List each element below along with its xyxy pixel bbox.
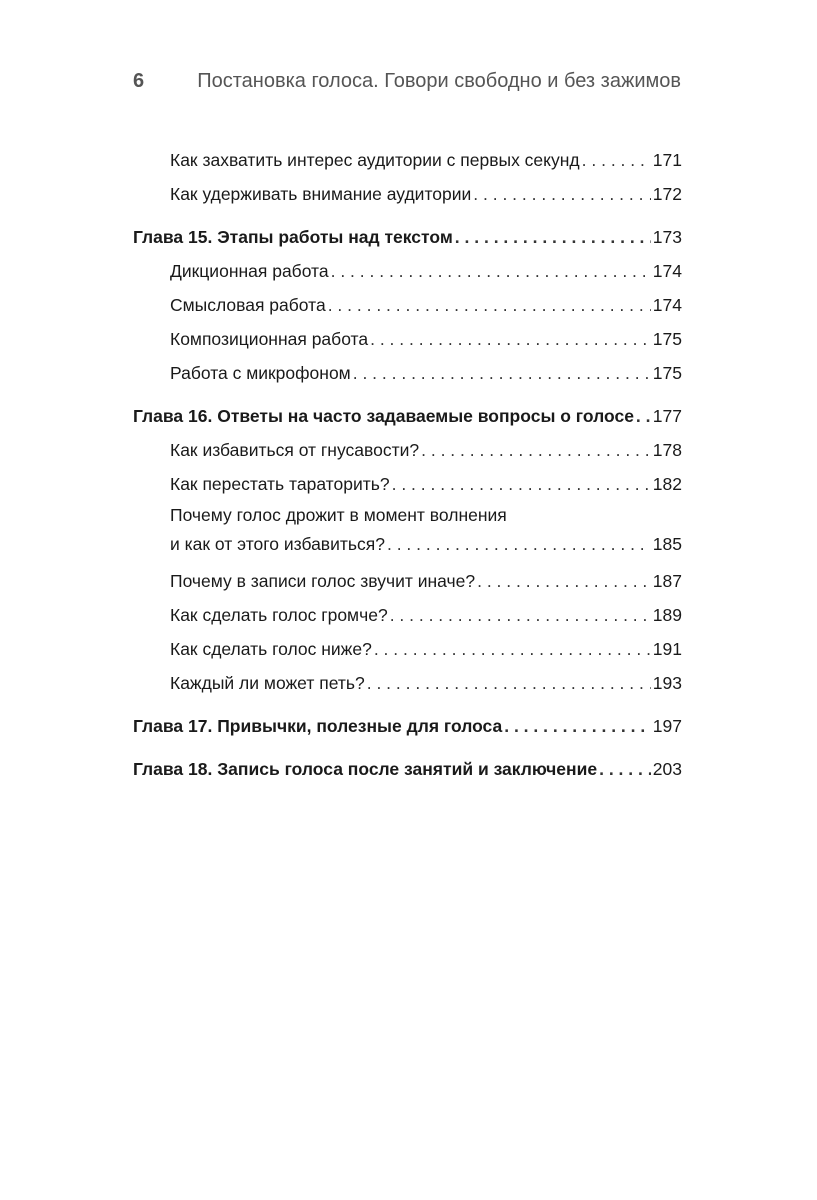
toc-entry-page: 174 <box>652 261 682 281</box>
toc-entry <box>170 564 682 598</box>
toc-entry-title: Как сделать голос громче? <box>170 605 388 625</box>
toc-entry-page: 174 <box>652 295 682 315</box>
toc-entry-title: Как перестать тараторить? <box>170 474 390 494</box>
toc-entry-page: 178 <box>652 440 682 460</box>
leader-dots <box>582 143 651 177</box>
toc-entry-title: Почему в записи голос звучит иначе? <box>170 571 476 591</box>
toc-entry-title: Работа с микрофоном <box>170 363 351 383</box>
toc-entry-title: Как избавиться от гнусавости? <box>170 440 420 460</box>
leader-dots <box>477 564 651 598</box>
leader-dots <box>353 356 651 390</box>
toc-entry-title-line1: Почему голос дрожит в момент волнения <box>170 505 507 525</box>
leader-dots <box>473 177 651 211</box>
toc-entry <box>170 467 682 501</box>
toc-chapter-page: 203 <box>652 759 682 779</box>
leader-dots <box>504 709 651 743</box>
toc-chapter-title: Глава 17. Привычки, полезные для голоса <box>133 716 503 736</box>
toc-chapter-title: Глава 15. Этапы работы над текстом <box>133 227 453 247</box>
leader-dots <box>328 288 651 322</box>
toc-entry <box>170 598 682 632</box>
leader-dots <box>392 467 651 501</box>
toc-entry-title: Каждый ли может петь? <box>170 673 365 693</box>
leader-dots <box>455 220 651 254</box>
toc-entry-title: Смысловая работа <box>170 295 326 315</box>
leader-dots <box>599 752 651 786</box>
toc-entry-title: и как от этого избавиться? <box>170 534 385 554</box>
toc-entry <box>170 288 682 322</box>
toc-entry-title: Как захватить интерес аудитории с первых секунд <box>170 150 580 170</box>
leader-dots <box>331 254 651 288</box>
toc-chapter <box>133 220 682 254</box>
toc-entry <box>170 501 682 564</box>
leader-dots <box>421 433 651 467</box>
toc-entry <box>170 322 682 356</box>
toc-entry <box>170 666 682 700</box>
toc-entry <box>170 433 682 467</box>
leader-dots <box>636 399 651 433</box>
toc-entry-page: 187 <box>652 571 682 591</box>
table-of-contents <box>133 143 682 786</box>
toc-entry-page: 189 <box>652 605 682 625</box>
leader-dots <box>367 666 651 700</box>
toc-chapter <box>133 399 682 433</box>
toc-entry-page: 185 <box>652 534 682 554</box>
toc-entry-title: Дикционная работа <box>170 261 329 281</box>
toc-entry <box>170 177 682 211</box>
toc-chapter-title: Глава 18. Запись голоса после занятий и заключение <box>133 759 598 779</box>
toc-chapter-page: 197 <box>652 716 682 736</box>
running-title: Постановка голоса. Говори свободно и без зажимов <box>197 70 681 92</box>
toc-entry <box>170 143 682 177</box>
toc-entry-page: 182 <box>652 474 682 494</box>
toc-entry <box>170 632 682 666</box>
toc-entry-title: Как удерживать внимание аудитории <box>170 184 472 204</box>
toc-entry-page: 171 <box>652 150 682 170</box>
toc-entry-title: Композиционная работа <box>170 329 369 349</box>
toc-chapter <box>133 752 682 786</box>
toc-chapter-title: Глава 16. Ответы на часто задаваемые вопросы о голосе <box>133 406 634 426</box>
page-header <box>133 70 681 98</box>
leader-dots <box>374 632 651 666</box>
page-number: 6 <box>133 70 145 92</box>
toc-entry <box>170 254 682 288</box>
leader-dots <box>370 322 651 356</box>
toc-chapter-page: 173 <box>652 227 682 247</box>
toc-entry-title: Как сделать голос ниже? <box>170 639 372 659</box>
toc-entry-page: 193 <box>652 673 682 693</box>
toc-entry-page: 172 <box>652 184 682 204</box>
leader-dots <box>390 598 651 632</box>
toc-entry <box>170 356 682 390</box>
toc-entry-page: 175 <box>652 363 682 383</box>
toc-chapter-page: 177 <box>652 406 682 426</box>
toc-entry-page: 191 <box>652 639 682 659</box>
toc-chapter <box>133 709 682 743</box>
toc-entry-page: 175 <box>652 329 682 349</box>
leader-dots <box>387 530 651 559</box>
